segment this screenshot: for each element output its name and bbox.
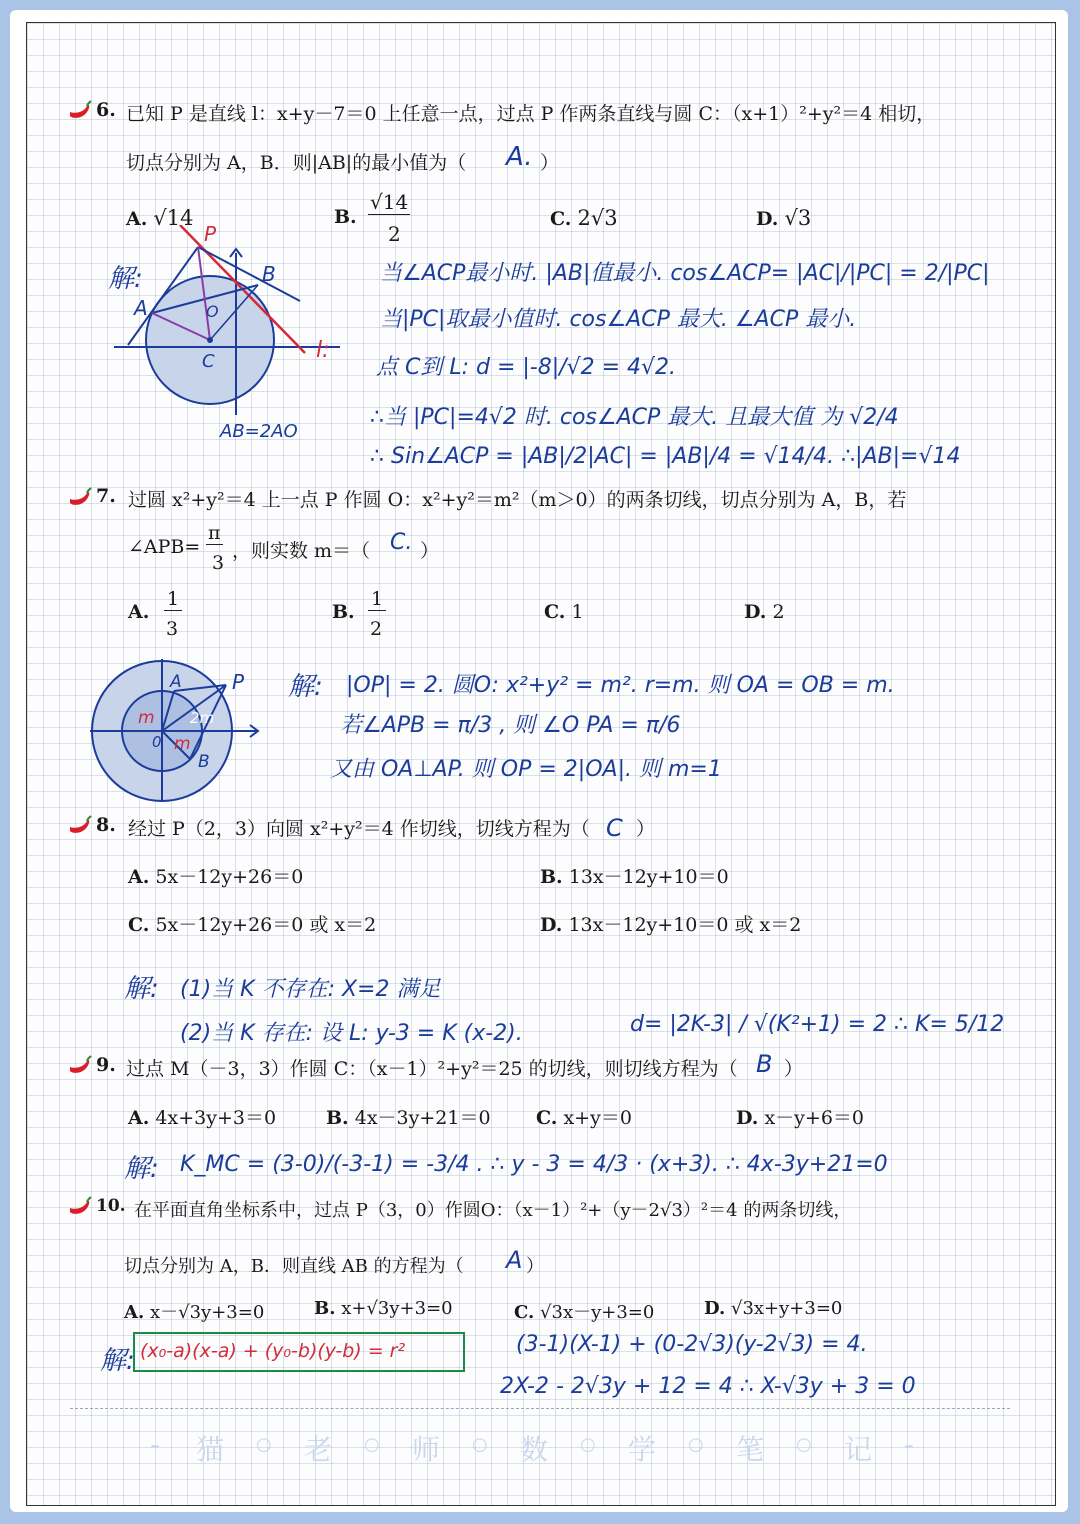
q10-answer: A xyxy=(506,1246,523,1274)
chili-icon xyxy=(66,815,92,837)
chili-icon xyxy=(66,100,92,122)
q10-option-a: A. x－√3y+3=0 xyxy=(124,1302,265,1323)
q6-solution-line2: 当|PC|取最小值时. cos∠ACP 最大. ∠ACP 最小. xyxy=(380,307,857,332)
q7-label-m1: m xyxy=(138,708,155,728)
q7-option-c: C. 1 xyxy=(544,601,584,623)
q7-option-b: B. xyxy=(332,601,355,623)
q8-option-a: A. 5x－12y+26＝0 xyxy=(128,866,304,888)
q9-solution-label: 解: xyxy=(124,1154,159,1184)
q6-label-p: P xyxy=(204,225,217,246)
q6-label-o: O xyxy=(206,302,219,321)
q7-label-p: P xyxy=(232,670,245,694)
q6-option-a: A. √14 xyxy=(126,206,194,230)
q8-option-c: C. 5x－12y+26＝0 或 x＝2 xyxy=(128,914,377,936)
q10-option-b: B. x+√3y+3=0 xyxy=(314,1298,453,1319)
q10-option-c: C. √3x－y+3=0 xyxy=(514,1302,655,1323)
chili-icon xyxy=(66,1055,92,1077)
q9-solution: K_MC = (3-0)/(-3-1) = -3/4 . ∴ y - 3 = 4/3 · (x+3). ∴ 4x-3y+21=0 xyxy=(180,1152,888,1177)
q8-close: ） xyxy=(636,818,656,840)
q6-option-b-num: √14 xyxy=(370,190,409,214)
q6-note: AB=2AO xyxy=(220,421,298,442)
q8-solution-line2: (2)当 K 存在: 设 L: y-3 = K (x-2). xyxy=(180,1021,523,1046)
q6-solution-label: 解: xyxy=(108,264,143,294)
q6-solution-line5: ∴ Sin∠ACP = |AB|/2|AC| = |AB|/4 = √14/4. ∴|AB|=√14 xyxy=(370,444,961,469)
bottom-divider xyxy=(70,1408,1010,1409)
q6-number: 6. xyxy=(96,99,116,121)
q10-solution-line2: 2X-2 - 2√3y + 12 = 4 ∴ X-√3y + 3 = 0 xyxy=(500,1374,916,1399)
q6-label-c: C xyxy=(202,351,215,372)
q6-option-d: D. √3 xyxy=(756,206,812,230)
q6-answer: A. xyxy=(506,142,533,172)
q7-option-b-num: 1 xyxy=(368,588,386,611)
q7-label-b: B xyxy=(198,752,210,772)
chili-icon xyxy=(66,1196,92,1218)
q7-option-b-den: 2 xyxy=(370,618,383,640)
q8-solution-label: 解: xyxy=(124,974,159,1004)
q9-option-a: A. 4x+3y+3＝0 xyxy=(128,1107,277,1129)
q6-label-l: l: xyxy=(316,338,330,363)
q7-stem-frac-num: π xyxy=(208,522,221,544)
q9-option-d: D. x－y+6＝0 xyxy=(736,1107,865,1129)
q6-option-b-den: 2 xyxy=(388,222,401,246)
q7-option-a-num: 1 xyxy=(164,588,182,611)
q6-close: ） xyxy=(540,152,560,174)
q9-option-b: B. 4x－3y+21＝0 xyxy=(326,1107,491,1129)
q7-solution-label: 解: xyxy=(288,672,323,702)
q10-option-d: D. √3x+y+3=0 xyxy=(704,1298,843,1319)
q7-stem-line1: 过圆 x²+y²＝4 上一点 P 作圆 O：x²+y²＝m²（m＞0）的两条切线，切点分别为 A，B，若 xyxy=(128,489,907,511)
q6-stem-line2: 切点分别为 A，B．则|AB|的最小值为（ xyxy=(126,152,467,174)
q7-number: 7. xyxy=(96,485,116,507)
q10-solution-line1: (3-1)(X-1) + (0-2√3)(y-2√3) = 4. xyxy=(516,1332,868,1357)
q7-option-a: A. xyxy=(128,601,150,623)
q7-label-m2: m xyxy=(174,734,191,754)
q10-stem-line1: 在平面直角坐标系中，过点 P（3，0）作圆O：（x－1）²+（y－2√3）²＝4 的两条切线， xyxy=(134,1200,852,1221)
q7-option-d: D. 2 xyxy=(744,601,785,623)
q7-answer: C. xyxy=(390,530,413,555)
q9-option-c: C. x+y＝0 xyxy=(536,1107,632,1129)
q9-number: 9. xyxy=(96,1054,116,1076)
q10-close: ） xyxy=(526,1256,544,1277)
q9-close: ） xyxy=(784,1058,804,1080)
q10-number: 10. xyxy=(96,1196,126,1216)
q8-option-d: D. 13x－12y+10＝0 或 x＝2 xyxy=(540,914,802,936)
q10-stem-line2: 切点分别为 A，B．则直线 AB 的方程为（ xyxy=(124,1256,464,1277)
q8-option-b: B. 13x－12y+10＝0 xyxy=(540,866,729,888)
q9-stem: 过点 M（－3，3）作圆 C：（x－1）²+y²＝25 的切线，则切线方程为（ xyxy=(126,1058,738,1080)
q7-stem-angle: ∠APB= xyxy=(128,536,201,558)
q8-solution-line1: (1)当 K 不存在: X=2 满足 xyxy=(180,977,441,1002)
q9-answer: B xyxy=(756,1050,773,1078)
q6-stem-line1: 已知 P 是直线 l：x+y－7＝0 上任意一点，过点 P 作两条直线与圆 C：（x+1）²+y²＝4 相切， xyxy=(126,103,936,125)
q7-stem-frac-den: 3 xyxy=(212,552,225,574)
footer-watermark: - 猫 ○ 老 ○ 师 ○ 数 ○ 学 ○ 笔 ○ 记 - xyxy=(150,1428,917,1466)
chili-icon xyxy=(66,487,92,509)
q6-solution-line1: 当∠ACP最小时. |AB|值最小. cos∠ACP= |AC|/|PC| = 2/|PC| xyxy=(380,261,990,286)
q7-label-2m: 2m xyxy=(190,709,215,727)
q7-solution-line3: 又由 OA⊥AP. 则 OP = 2|OA|. 则 m=1 xyxy=(330,757,722,782)
q10-solution-label: 解: xyxy=(100,1346,135,1376)
q7-solution-line1: |OP| = 2. 圆O: x²+y² = m². r=m. 则 OA = OB = m. xyxy=(346,673,895,698)
q7-label-o: 0 xyxy=(152,733,162,751)
q6-solution-line3: 点 C到 L: d = |-8|/√2 = 4√2. xyxy=(376,355,677,380)
q6-solution-line4: ∴当 |PC|=4√2 时. cos∠ACP 最大. 且最大值 为 √2/4 xyxy=(370,405,899,430)
q6-option-b: B. xyxy=(334,206,357,228)
q8-solution-line3: d= |2K-3| / √(K²+1) = 2 ∴ K= 5/12 xyxy=(630,1012,1005,1037)
q7-option-a-den: 3 xyxy=(166,618,179,640)
q8-stem: 经过 P（2，3）向圆 x²+y²＝4 作切线，切线方程为（ xyxy=(128,818,590,840)
q7-label-a: A xyxy=(170,672,182,692)
q6-option-c: C. 2√3 xyxy=(550,206,618,230)
q7-figure xyxy=(86,655,276,805)
q10-formula: (x₀-a)(x-a) + (y₀-b)(y-b) = r² xyxy=(140,1340,406,1362)
q8-number: 8. xyxy=(96,814,116,836)
q8-answer: C xyxy=(606,814,623,842)
q7-close: ） xyxy=(420,540,440,562)
q6-label-b: B xyxy=(262,262,276,286)
q7-stem-line2: ，则实数 m＝（ xyxy=(232,540,371,562)
q7-solution-line2: 若∠APB = π/3 , 则 ∠O PA = π/6 xyxy=(340,713,681,738)
q6-label-a: A xyxy=(134,296,148,320)
